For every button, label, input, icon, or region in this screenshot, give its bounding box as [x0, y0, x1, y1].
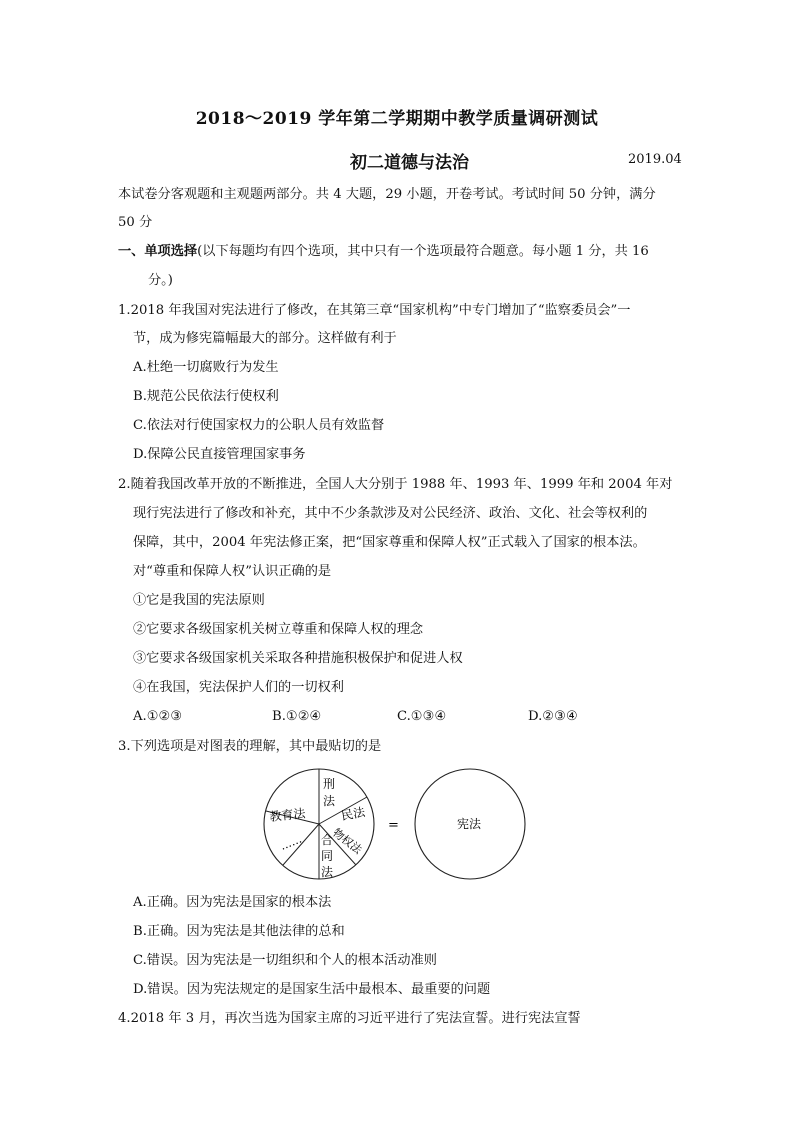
intro-line-1: 本试卷分客观题和主观题两部分。共 4 大题，29 小题，开卷考试。考试时间 50 分钟，满分 [118, 187, 656, 202]
equals-sign: = [388, 818, 399, 833]
label-contract-law-3: 法 [321, 865, 334, 879]
label-education-law: 教育法 [268, 806, 307, 824]
q1-option-a: A.杜绝一切腐败行为发生 [133, 360, 279, 375]
q2-stem-4: 对“尊重和保障人权”认识正确的是 [133, 564, 332, 579]
q2-option-b: B.①②④ [272, 709, 322, 724]
label-contract-law-2: 同 [321, 849, 334, 863]
q3-option-c: C.错误。因为宪法是一切组织和个人的根本活动准则 [133, 953, 437, 968]
constitution-circle-group [415, 769, 525, 879]
q2-statement-4: ④在我国，宪法保护人们的一切权利 [133, 680, 344, 695]
q1-option-b: B.规范公民依法行使权利 [133, 389, 279, 404]
exam-title: 2018～2019 学年第二学期期中教学质量调研测试 [195, 109, 599, 129]
q2-statement-1: ①它是我国的宪法原则 [133, 593, 265, 608]
q1-option-d: D.保障公民直接管理国家事务 [133, 447, 306, 462]
label-ellipsis: …… [278, 832, 304, 853]
section-1-instructions [118, 243, 649, 261]
q1-stem-2: 节，成为修宪篇幅最大的部分。这样做有利于 [133, 331, 397, 346]
q3-option-b: B.正确。因为宪法是其他法律的总和 [133, 924, 345, 939]
q1-option-c: C.依法对行使国家权力的公职人员有效监督 [133, 418, 385, 433]
q2-statement-2: ②它要求各级国家机关树立尊重和保障人权的理念 [133, 622, 424, 637]
section-1-desc-2: 分。) [148, 273, 173, 288]
label-contract-law-1: 合 [321, 833, 334, 847]
q2-option-a: A.①②③ [133, 709, 183, 724]
label-criminal-law-2: 法 [323, 794, 336, 808]
q3-option-d: D.错误。因为宪法规定的是国家生活中最根本、最重要的问题 [133, 982, 491, 997]
q2-stem-1: 2.随着我国改革开放的不断推进，全国人大分别于 1988 年、1993 年、1999 年和 2004 年对 [118, 477, 673, 492]
law-diagram [262, 764, 532, 886]
q1-stem-1: 1.2018 年我国对宪法进行了修改，在其第三章“国家机构”中专门增加了“监察委员会”一 [118, 303, 631, 318]
q2-stem-3: 保障，其中，2004 年宪法修正案，把“国家尊重和保障人权”正式载入了国家的根本法。 [133, 535, 646, 550]
section-1-desc-1: (以下每题均有四个选项，其中只有一个选项最符合题意。每小题 1 分，共 16 [197, 244, 649, 259]
exam-date: 2019.04 [628, 152, 682, 167]
q3-stem: 3.下列选项是对图表的理解，其中最贴切的是 [118, 739, 382, 754]
q2-stem-2: 现行宪法进行了修改和补充，其中不少条款涉及对公民经济、政治、文化、社会等权利的 [133, 506, 648, 521]
q3-option-a: A.正确。因为宪法是国家的根本法 [133, 895, 332, 910]
label-civil-law: 民法 [340, 804, 367, 823]
q2-option-d: D.②③④ [528, 709, 578, 724]
q2-option-c: C.①③④ [397, 709, 447, 724]
label-constitution: 宪法 [457, 817, 482, 831]
q2-statement-3: ③它要求各级国家机关采取各种措施积极保护和促进人权 [133, 651, 463, 666]
law-system-pie [264, 769, 374, 879]
section-1-heading: 一、单项选择 [118, 244, 198, 259]
q4-stem-1: 4.2018 年 3 月，再次当选为国家主席的习近平进行了宪法宣誓。进行宪法宣誓 [118, 1011, 581, 1026]
label-criminal-law-1: 刑 [323, 777, 336, 791]
intro-line-2: 50 分 [118, 215, 153, 230]
label-property-law: 物权法 [330, 826, 365, 857]
exam-subject: 初二道德与法治 [350, 153, 469, 173]
